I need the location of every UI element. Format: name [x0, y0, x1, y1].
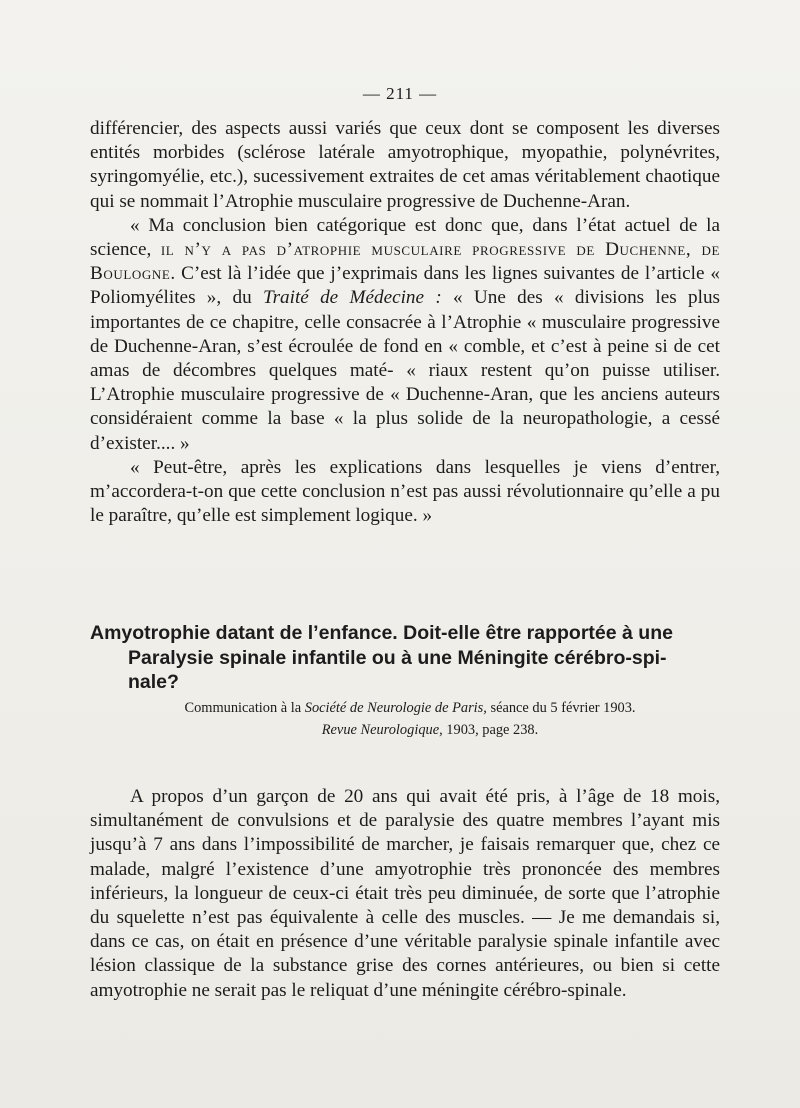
- paragraph: A propos d’un garçon de 20 ans qui avait été pris, à l’âge de 18 mois, simultanément de convulsions et de paralysie des quatre membres l’ayant mis jusqu’à 7 ans dans l’impossibilité de marcher, je faisais remarquer que, chez ce malade, malgré l’existence d’une amyotrophie très prononcée des membres inférieurs, la longueur de ceux-ci était très peu diminuée, de sorte que l’atrophie du squelette n’est pas équivalente à celle des muscles. — Je me demandais si, dans ce cas, on était en présence d’une véritable paralysie spinale infantile avec lésion classique de la substance grise des cornes antérieures, ou bien si cette amyotrophie ne serait pas le reliquat d’une méningite cérébro-spinale.: [90, 786, 720, 1001]
- text-block-top: [90, 117, 720, 528]
- text-block-bottom: [90, 785, 720, 1003]
- session-date: séance du 5 février 1903.: [486, 700, 636, 716]
- paragraph: différencier, des aspects aussi variés que ceux dont se composent les diverses entités morbides (sclérose latérale amyotrophique, myopathie, polynévrites, syringomyélie, etc.), sucessivement extraites de cet amas véritablement chaotique qui se nommait l’Atrophie musculaire progressive de Duchenne-Aran.: [90, 118, 720, 212]
- paragraph: « Peut-être, après les explications dans lesquelles je viens d’entrer, m’accordera-t-on que cette conclusion n’est pas aussi révolutionnaire qu’elle a pu le paraître, qu’elle est simplement logique. »: [90, 456, 720, 527]
- society-name: Société de Neurologie de Paris,: [304, 700, 487, 716]
- heading-line: Amyotrophie datant de l’enfance. Doit-elle être rapportée à une: [90, 622, 673, 644]
- heading-line: nale?: [128, 671, 179, 693]
- emphasized-claim: il n’y a pas d’atrophie musculaire progressive de Duchenne, de Boulogne: [90, 239, 720, 285]
- journal-reference: 1903, page 238.: [442, 722, 539, 738]
- quote-middle: . C’est là l’idée que j’exprimais dans les lignes suivantes de l’article « Poliomyélites », du: [90, 263, 720, 309]
- communication-prefix: Communication à la: [184, 700, 305, 716]
- book-title: Traité de Médecine :: [262, 287, 442, 309]
- communication-reference: [90, 697, 730, 741]
- page-number: — 211 —: [362, 84, 438, 103]
- heading-line: Paralysie spinale infantile ou à une Méningite cérébro-spi-: [128, 646, 667, 669]
- quote-rest: « Une des « divisions les plus importantes de ce chapitre, celle consacrée à l’Atrophie « musculaire progressive de Duchenne-Aran, s’est écroulée de fond en « comble, et c’est à peine si de cet amas de décombres quelques maté- « riaux restent qu’on puisse utiliser. L’Atrophie musculaire progressive de « Duchenne-Aran, que les anciens auteurs considéraient comme la base « la plus solide de la neuropathologie, a cessé d’exister.... »: [90, 287, 721, 454]
- journal-name: Revue Neurologique,: [321, 722, 443, 738]
- section-heading: [90, 621, 730, 695]
- communication-line: [90, 697, 730, 719]
- quote-intro: « Ma conclusion bien catégorique est donc que, dans l’état actuel de la science,: [90, 214, 720, 261]
- journal-line: [90, 719, 730, 741]
- paragraph-quote: [90, 214, 720, 456]
